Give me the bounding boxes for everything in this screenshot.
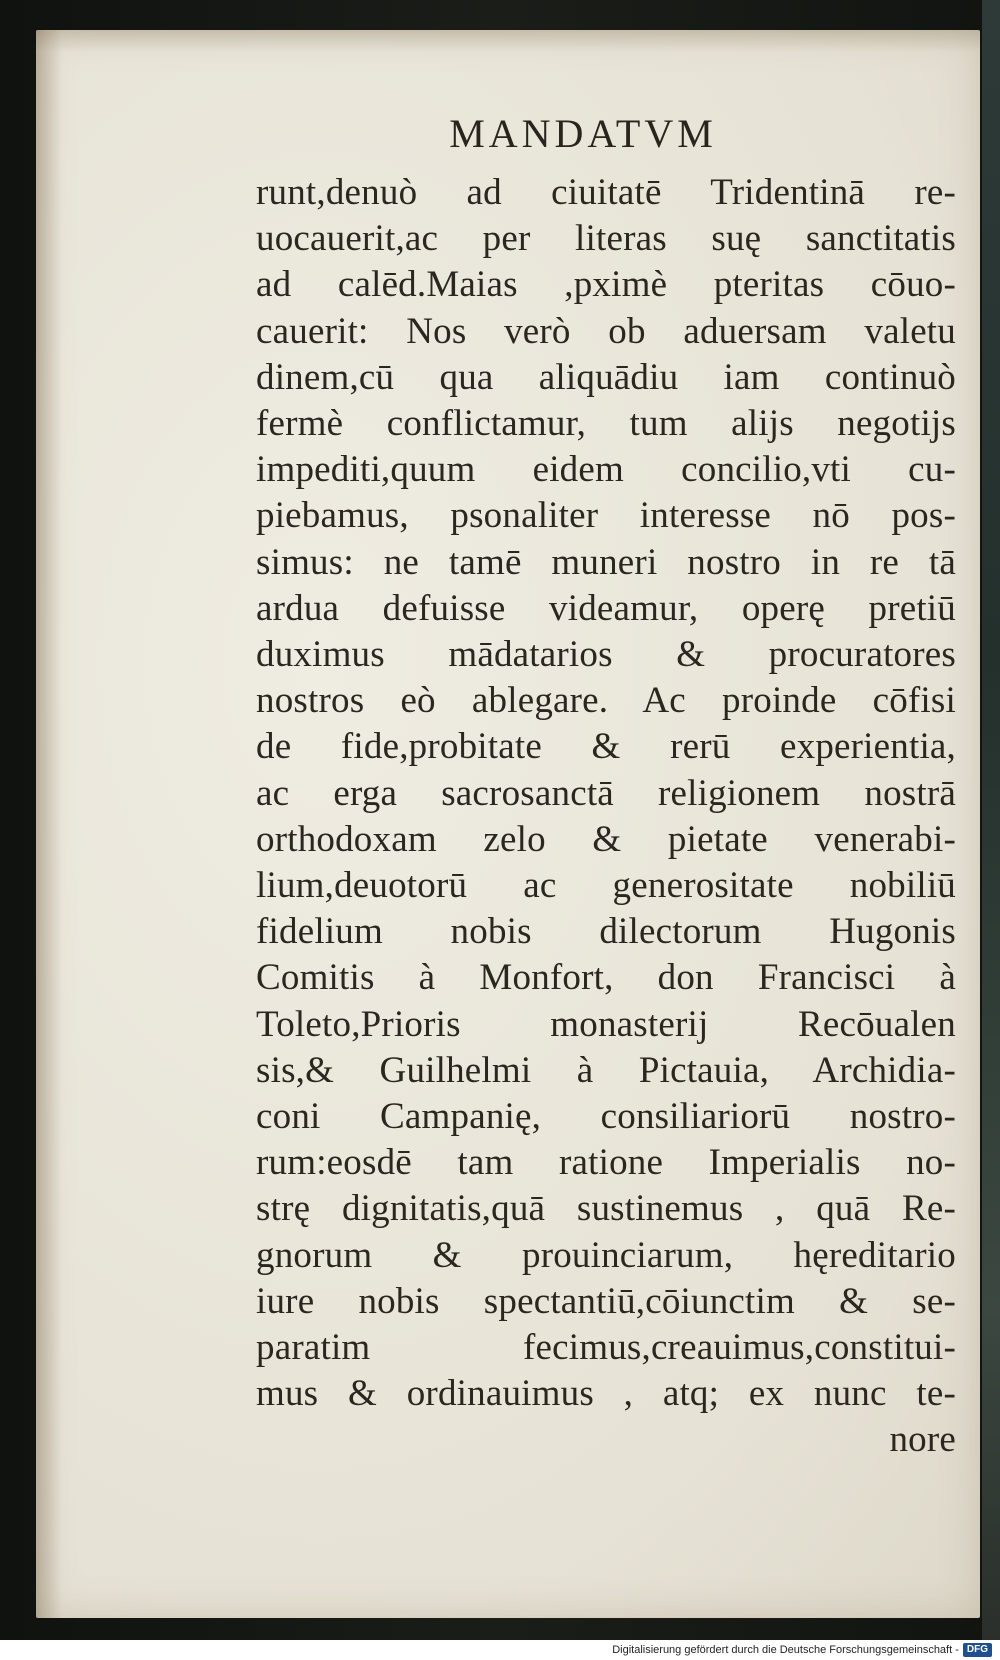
text-line: runt,denuò ad ciuitatē Tridentinā re- xyxy=(256,172,956,213)
text-line: simus: ne tamē muneri nostro in re tā xyxy=(256,541,956,583)
text-line: gnorum & prouinciarum, hęreditario xyxy=(256,1234,956,1276)
footer-credit: Digitalisierung gefördert durch die Deutsche Forschungsgemeinschaft - xyxy=(612,1644,959,1656)
footer-bar xyxy=(0,1640,1000,1660)
running-header: MANDATVM xyxy=(449,111,717,156)
text-line: ardua defuisse videamur, operę pretiū xyxy=(256,587,956,629)
text-line: fidelium nobis dilectorum Hugonis xyxy=(256,911,956,953)
top-shadow xyxy=(36,30,980,52)
text-line: sis,& Guilhelmi à Pictauia, Archidia- xyxy=(256,1049,956,1091)
text-line: Comitis à Monfort, don Francisci à xyxy=(256,957,956,999)
text-line: nore xyxy=(889,1419,956,1461)
text-line: cauerit: Nos verò ob aduersam valetu xyxy=(256,310,956,352)
text-line: orthodoxam zelo & pietate venerabi- xyxy=(256,818,956,860)
book-edge xyxy=(982,0,1000,1640)
body-text xyxy=(256,170,956,1464)
text-line: impediti,quum eidem concilio,vti cu- xyxy=(256,449,956,491)
text-line: uocauerit,ac per literas suę sanctitatis xyxy=(256,218,956,260)
dfg-logo: DFG xyxy=(963,1643,992,1657)
text-line: paratim fecimus,creauimus,constitui- xyxy=(256,1327,956,1369)
gutter-shadow xyxy=(36,30,62,1618)
book-page xyxy=(36,30,980,1618)
text-line: coni Campanię, consiliariorū nostro- xyxy=(256,1096,956,1138)
text-line: Toleto,Prioris monasterij Recōualen xyxy=(256,1003,956,1045)
text-line: mus & ordinauimus , atq; ex nunc te- xyxy=(256,1373,956,1415)
text-line: nostros eò ablegare. Ac proinde cōfisi xyxy=(256,680,956,722)
text-line: iure nobis spectantiū,cōiunctim & se- xyxy=(256,1280,956,1322)
text-line: rum:eosdē tam ratione Imperialis no- xyxy=(256,1142,956,1184)
text-line: de fide,probitate & rerū experientia, xyxy=(256,726,956,768)
text-line: ad calēd.Maias ,pximè pteritas cōuo- xyxy=(256,264,956,306)
text-line: fermè conflictamur, tum alijs negotijs xyxy=(256,403,956,445)
text-line: ac erga sacrosanctā religionem nostrā xyxy=(256,772,956,814)
text-line: lium,deuotorū ac generositate nobiliū xyxy=(256,865,956,907)
text-line: duximus mādatarios & procuratores xyxy=(256,634,956,676)
text-line: strę dignitatis,quā sustinemus , quā Re- xyxy=(256,1188,956,1230)
text-line: piebamus, psonaliter interesse nō pos- xyxy=(256,495,956,537)
text-line: dinem,cū qua aliquādiu iam continuò xyxy=(256,356,956,398)
